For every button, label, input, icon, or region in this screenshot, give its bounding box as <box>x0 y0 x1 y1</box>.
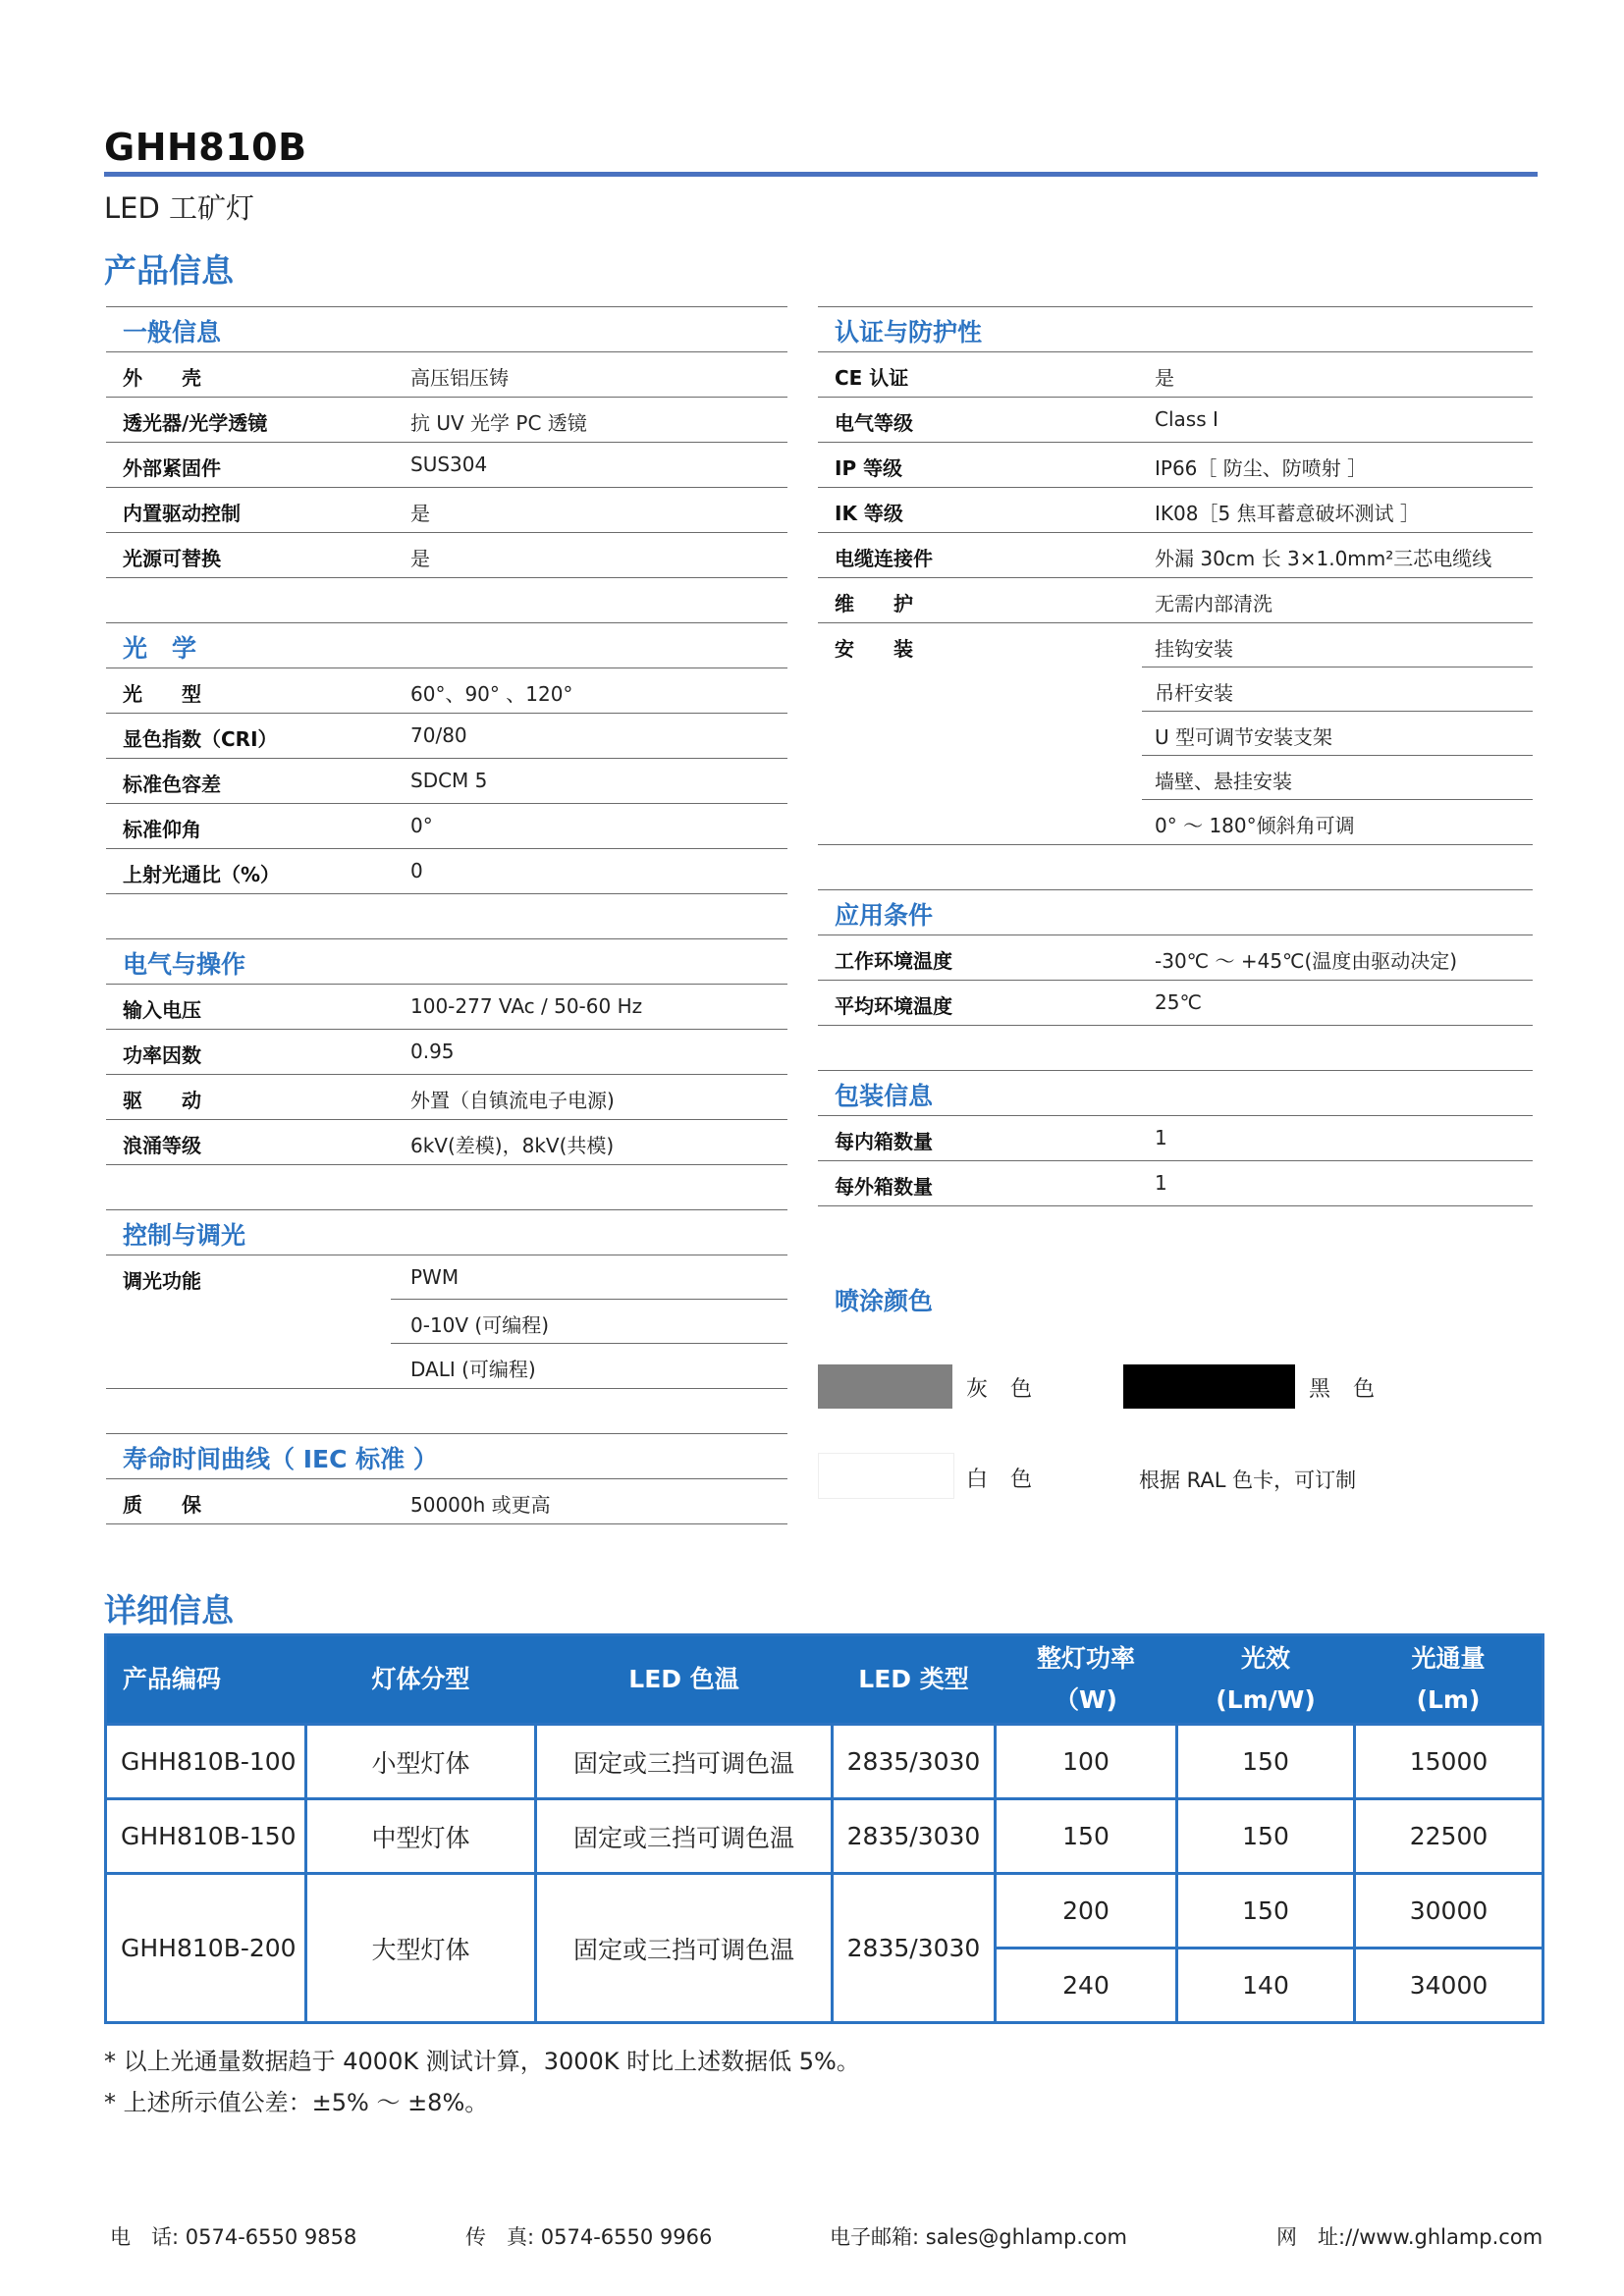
header-body-type: 灯体分型 <box>306 1635 536 1725</box>
cell-led: 2835/3030 <box>833 1725 996 1799</box>
spec-label: CE 认证 <box>835 366 909 390</box>
spec-row <box>818 756 1533 800</box>
spec-group-title: 认证与防护性 <box>835 318 983 347</box>
spec-label: IK 等级 <box>835 502 903 525</box>
spec-row <box>106 1075 787 1120</box>
spec-label: 内置驱动控制 <box>123 502 241 525</box>
spec-spacer-row <box>106 1389 787 1434</box>
spec-value: 是 <box>1155 366 1174 390</box>
spec-value: 高压铝压铸 <box>410 366 509 390</box>
spec-row <box>106 849 787 894</box>
product-model-title: GHH810B <box>104 126 307 169</box>
spec-row <box>106 985 787 1030</box>
cell-cct: 固定或三挡可调色温 <box>536 1725 833 1799</box>
spec-row <box>106 759 787 804</box>
spec-group-title: 控制与调光 <box>123 1221 246 1250</box>
spec-value: IP66［ 防尘、防喷射 ］ <box>1155 456 1368 480</box>
spec-spacer-row <box>106 1165 787 1210</box>
spec-label: 标准仰角 <box>123 818 201 841</box>
spec-row <box>106 1479 787 1524</box>
spec-group-header <box>106 1434 787 1479</box>
footer-email[interactable]: 电子邮箱: sales@ghlamp.com <box>830 2225 1127 2249</box>
header-cct: LED 色温 <box>536 1635 833 1725</box>
spec-spacer-row <box>106 578 787 623</box>
spec-value: DALI (可编程) <box>410 1358 536 1381</box>
spec-group-header <box>818 306 1533 352</box>
spec-label: 调光功能 <box>123 1269 201 1293</box>
spec-row <box>106 488 787 533</box>
spec-group-header <box>106 939 787 985</box>
cell-flux: 30000 <box>1355 1874 1543 1949</box>
spec-group-title: 光 学 <box>123 634 197 663</box>
spec-row <box>818 398 1533 443</box>
spec-label: 质 保 <box>123 1493 201 1517</box>
footer-website[interactable]: 网 址://www.ghlamp.com <box>1276 2225 1543 2249</box>
cell-body: 大型灯体 <box>306 1874 536 2023</box>
spec-label: 平均环境温度 <box>835 994 952 1018</box>
spec-row <box>818 533 1533 578</box>
cell-flux: 15000 <box>1355 1725 1543 1799</box>
spec-label: 光 型 <box>123 682 201 706</box>
gray-swatch-label: 灰 色 <box>966 1377 1040 1402</box>
spec-value: 6kV(差模)，8kV(共模) <box>410 1134 615 1157</box>
spec-row <box>106 398 787 443</box>
header-flux: 光通量 (Lm) <box>1355 1635 1543 1725</box>
gray-swatch <box>818 1364 952 1409</box>
spec-label: 每外箱数量 <box>835 1175 933 1199</box>
spec-row <box>818 1116 1533 1161</box>
spec-value: 1 <box>1155 1126 1167 1149</box>
spec-spacer-row <box>106 894 787 939</box>
spec-group-title: 寿命时间曲线（ IEC 标准 ） <box>123 1445 438 1473</box>
detail-table <box>104 1633 1544 2024</box>
cell-code: GHH810B-100 <box>106 1725 306 1799</box>
spec-value: 0 <box>410 859 423 882</box>
cell-efficacy: 150 <box>1177 1799 1355 1874</box>
table-row <box>106 1725 1543 1799</box>
spec-row <box>818 981 1533 1026</box>
spec-value: 0-10V (可编程) <box>410 1313 550 1337</box>
spec-value: 60°、90° 、120° <box>410 682 573 706</box>
spec-row <box>106 1030 787 1075</box>
spec-spacer-row <box>818 1026 1533 1071</box>
spec-row <box>106 443 787 488</box>
section-heading-product-info: 产品信息 <box>104 251 234 290</box>
spec-value: SUS304 <box>410 453 488 476</box>
spec-group-title: 电气与操作 <box>123 950 246 979</box>
paint-color-heading: 喷涂颜色 <box>835 1287 934 1315</box>
spec-row <box>106 804 787 849</box>
header-led-type: LED 类型 <box>833 1635 996 1725</box>
spec-label: 电缆连接件 <box>835 547 933 570</box>
spec-label: 每内箱数量 <box>835 1130 933 1153</box>
cell-power: 100 <box>996 1725 1177 1799</box>
spec-row <box>818 623 1533 667</box>
spec-group-header <box>106 306 787 352</box>
spec-label: 电气等级 <box>835 411 913 435</box>
cell-efficacy: 140 <box>1177 1949 1355 2023</box>
spec-row <box>818 935 1533 981</box>
spec-row <box>106 352 787 398</box>
spec-row <box>818 712 1533 756</box>
spec-label: 功率因数 <box>123 1043 201 1067</box>
spec-value: SDCM 5 <box>410 769 488 792</box>
spec-row <box>106 1120 787 1165</box>
spec-label: 透光器/光学透镜 <box>123 411 268 435</box>
footnote-flux: * 以上光通量数据趋于 4000K 测试计算，3000K 时比上述数据低 5%。 <box>104 2048 860 2075</box>
spec-column-right <box>818 306 1533 1206</box>
spec-group-header <box>818 1071 1533 1116</box>
spec-column-left <box>106 306 787 1524</box>
cell-code: GHH810B-150 <box>106 1799 306 1874</box>
spec-label: 安 装 <box>835 637 913 661</box>
spec-row <box>818 667 1533 712</box>
spec-row <box>818 800 1533 845</box>
spec-value: PWM <box>410 1265 460 1289</box>
spec-row <box>106 714 787 759</box>
cell-body: 小型灯体 <box>306 1725 536 1799</box>
spec-group-header <box>818 890 1533 935</box>
spec-value: 100-277 VAc / 50-60 Hz <box>410 994 643 1018</box>
spec-row <box>818 578 1533 623</box>
spec-label: 外 壳 <box>123 366 201 390</box>
spec-value: U 型可调节安装支架 <box>1155 725 1332 749</box>
cell-code: GHH810B-200 <box>106 1874 306 2023</box>
product-subtitle: LED 工矿灯 <box>104 191 255 225</box>
spec-label: 驱 动 <box>123 1089 201 1112</box>
spec-label: 浪涌等级 <box>123 1134 201 1157</box>
cell-body: 中型灯体 <box>306 1799 536 1874</box>
spec-group-title: 一般信息 <box>123 318 222 347</box>
detail-table-header-row <box>106 1635 1543 1725</box>
spec-value: IK08［5 焦耳蓄意破坏测试 ］ <box>1155 502 1420 525</box>
spec-row <box>106 668 787 714</box>
cell-power: 240 <box>996 1949 1177 2023</box>
footer-fax: 传 真: 0574-6550 9966 <box>465 2225 713 2249</box>
spec-value: 吊杆安装 <box>1155 681 1233 705</box>
cell-cct: 固定或三挡可调色温 <box>536 1799 833 1874</box>
spec-row <box>106 533 787 578</box>
cell-power: 200 <box>996 1874 1177 1949</box>
spec-group-header <box>106 623 787 668</box>
spec-row <box>818 352 1533 398</box>
spec-spacer-row <box>818 845 1533 890</box>
spec-value: 0° <box>410 814 433 837</box>
spec-row <box>106 1255 787 1300</box>
spec-value: 外置（自镇流电子电源) <box>410 1089 615 1112</box>
spec-value: Class I <box>1155 407 1218 431</box>
white-swatch <box>818 1453 954 1499</box>
cell-efficacy: 150 <box>1177 1725 1355 1799</box>
spec-value: 25℃ <box>1155 990 1202 1014</box>
spec-row <box>106 1300 787 1344</box>
spec-group-title: 应用条件 <box>835 901 934 930</box>
paint-custom-note: 根据 RAL 色卡，可订制 <box>1139 1468 1357 1492</box>
section-heading-detail-info: 详细信息 <box>104 1591 234 1629</box>
spec-value: 外漏 30cm 长 3×1.0mm²三芯电缆线 <box>1155 547 1492 570</box>
header-efficacy: 光效 (Lm/W) <box>1177 1635 1355 1725</box>
table-row <box>106 1874 1543 1949</box>
spec-label: 上射光通比（%） <box>123 863 281 886</box>
spec-label: IP 等级 <box>835 456 903 480</box>
black-swatch-label: 黑 色 <box>1309 1377 1382 1402</box>
spec-value: 0.95 <box>410 1040 455 1063</box>
spec-label: 显色指数（CRI） <box>123 727 278 751</box>
black-swatch <box>1123 1364 1295 1409</box>
spec-value: 墙壁、悬挂安装 <box>1155 770 1292 793</box>
spec-value: 70/80 <box>410 723 467 747</box>
spec-value: 是 <box>410 502 430 525</box>
spec-value: 50000h 或更高 <box>410 1493 551 1517</box>
spec-label: 输入电压 <box>123 998 201 1022</box>
spec-value: 无需内部清洗 <box>1155 592 1272 615</box>
spec-group-header <box>106 1210 787 1255</box>
spec-group-title: 包装信息 <box>835 1082 934 1110</box>
spec-value: 是 <box>410 547 430 570</box>
cell-led: 2835/3030 <box>833 1874 996 2023</box>
spec-row <box>818 488 1533 533</box>
spec-value: 1 <box>1155 1171 1167 1195</box>
footer-phone: 电 话: 0574-6550 9858 <box>110 2225 357 2249</box>
spec-value: 挂钩安装 <box>1155 637 1233 661</box>
spec-label: 工作环境温度 <box>835 949 952 973</box>
header-product-code: 产品编码 <box>106 1635 306 1725</box>
spec-row <box>818 1161 1533 1206</box>
spec-label: 标准色容差 <box>123 773 221 796</box>
spec-row <box>106 1344 787 1389</box>
spec-label: 外部紧固件 <box>123 456 221 480</box>
header-power: 整灯功率 （W) <box>996 1635 1177 1725</box>
title-rule <box>104 172 1538 177</box>
spec-label: 维 护 <box>835 592 913 615</box>
cell-efficacy: 150 <box>1177 1874 1355 1949</box>
table-row <box>106 1799 1543 1874</box>
spec-value: 抗 UV 光学 PC 透镜 <box>410 411 587 435</box>
cell-cct: 固定或三挡可调色温 <box>536 1874 833 2023</box>
cell-flux: 34000 <box>1355 1949 1543 2023</box>
spec-value: 0° ～ 180°倾斜角可调 <box>1155 814 1355 837</box>
spec-value: -30℃ ～ +45℃(温度由驱动决定) <box>1155 949 1458 973</box>
spec-label: 光源可替换 <box>123 547 221 570</box>
spec-row <box>818 443 1533 488</box>
cell-flux: 22500 <box>1355 1799 1543 1874</box>
footnote-tolerance: * 上述所示值公差：±5% ～ ±8%。 <box>104 2089 489 2116</box>
cell-led: 2835/3030 <box>833 1799 996 1874</box>
cell-power: 150 <box>996 1799 1177 1874</box>
white-swatch-label: 白 色 <box>966 1468 1040 1492</box>
